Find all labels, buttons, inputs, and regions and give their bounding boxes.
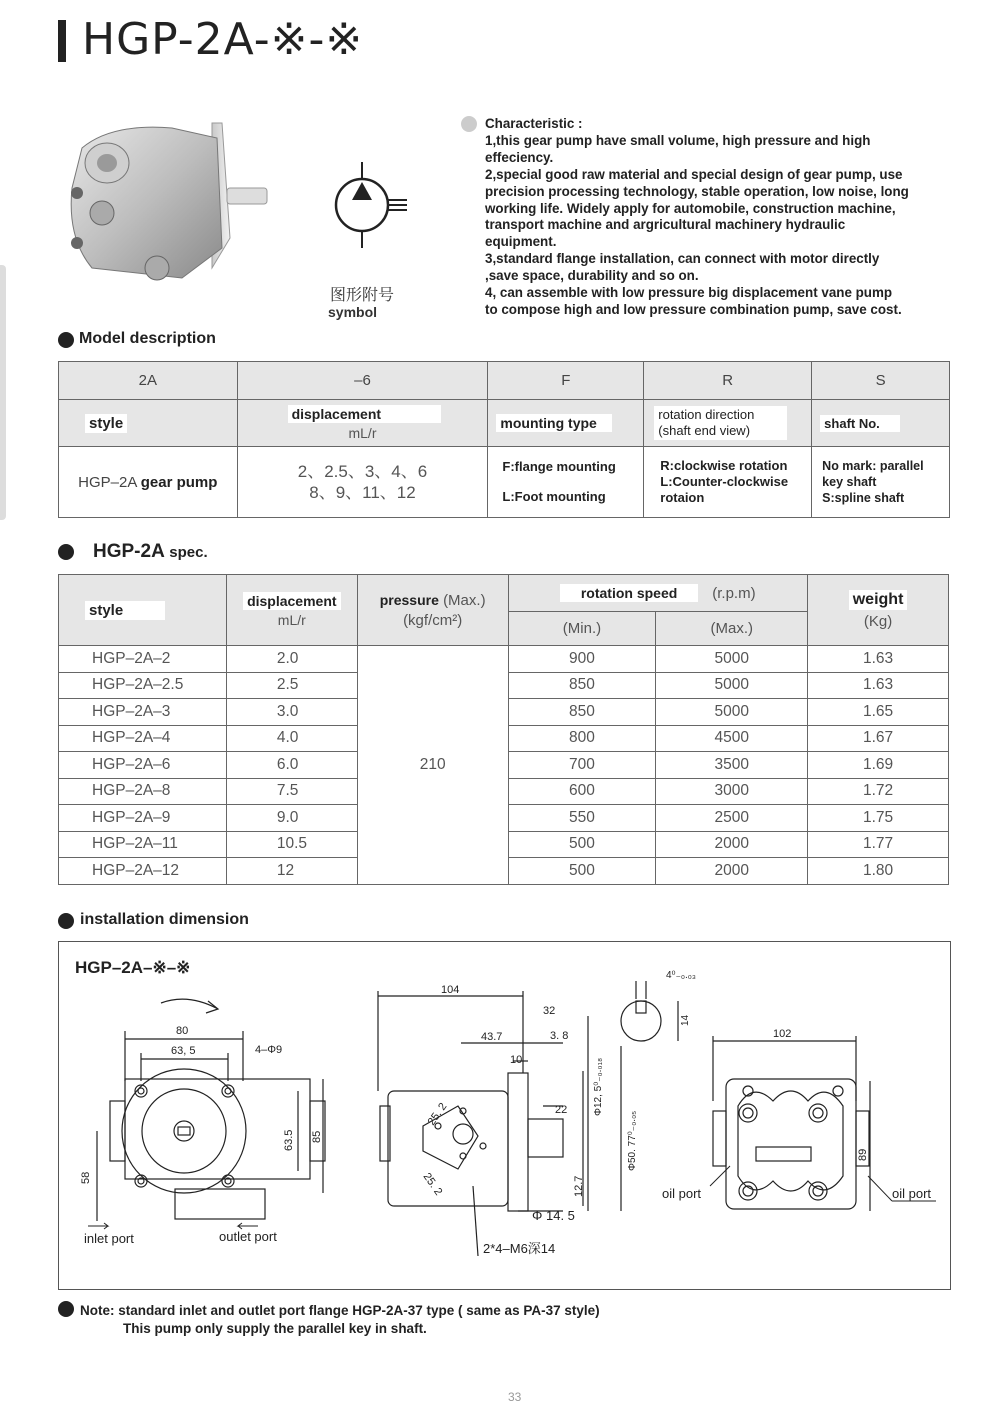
spec-min-speed: 800	[508, 725, 656, 752]
dim-43-7: 43.7	[481, 1031, 503, 1043]
char-line: ,save space, durability and so on.	[485, 268, 699, 284]
spec-max-speed: 3500	[656, 752, 808, 779]
dim-phi-14-5: Φ 14. 5	[532, 1208, 575, 1223]
char-line: Characteristic :	[485, 116, 583, 131]
spec-max-speed: 5000	[656, 699, 808, 726]
spec-displacement: 2.5	[226, 672, 357, 699]
installation-drawing	[58, 941, 949, 1288]
dim-key-14: 14	[680, 1014, 691, 1026]
spec-min-speed: 500	[508, 858, 656, 885]
dim-key-4: 4⁰₋₀.₀₃	[666, 970, 696, 981]
spec-weight: 1.63	[808, 646, 949, 673]
note-text: Note: standard inlet and outlet port flange HGP-2A-37 type ( same as PA-37 style) This pump only supply the parallel key in shaft.	[80, 1303, 600, 1336]
spec-max-speed: 5000	[656, 672, 808, 699]
pump-photo	[62, 118, 272, 293]
dim-holes: 4–Φ9	[255, 1044, 283, 1056]
symbol-label-cn: 图形附号	[330, 285, 395, 304]
header-max: (Max.)	[656, 612, 808, 646]
spec-max-speed: 2000	[656, 831, 808, 858]
model-description-table	[58, 361, 950, 518]
section-bullet	[58, 544, 74, 560]
dim-58: 58	[80, 1171, 92, 1184]
char-line: 2,special good raw material and special design of gear pump, use	[485, 166, 903, 182]
outlet-port-label: outlet port	[219, 1229, 277, 1244]
char-line: to compose high and low pressure combination pump, save cost.	[485, 301, 902, 317]
spec-weight: 1.67	[808, 725, 949, 752]
spec-min-speed: 850	[508, 699, 656, 726]
value-shaft: No mark: parallel key shaft S:spline shaft	[812, 447, 950, 518]
spec-model: HGP–2A–2	[59, 646, 227, 673]
installation-title: installation dimension	[80, 911, 249, 928]
key-detail	[621, 981, 678, 1041]
dim-12-7: 12.7	[573, 1175, 585, 1197]
spec-model: HGP–2A–9	[59, 805, 227, 832]
spec-max-speed: 2500	[656, 805, 808, 832]
side-scroll-tab	[0, 265, 6, 520]
spec-min-speed: 700	[508, 752, 656, 779]
dim-89: 89	[857, 1148, 869, 1161]
drawing-title: HGP–2A–※–※	[75, 958, 191, 977]
spec-weight: 1.72	[808, 778, 949, 805]
char-line: 3,standard flange installation, can connect with motor directly	[485, 251, 880, 267]
spec-weight: 1.75	[808, 805, 949, 832]
spec-pressure: 210	[357, 646, 508, 885]
spec-displacement: 10.5	[226, 831, 357, 858]
dim-25-2-bottom: 25. 2	[420, 1170, 445, 1198]
dim-32: 32	[543, 1005, 556, 1017]
dim-104: 104	[441, 984, 460, 996]
value-rotation: R:clockwise rotation L:Counter-clockwise rotaion	[644, 447, 812, 518]
spec-model: HGP–2A–6	[59, 752, 227, 779]
note-bullet	[58, 1301, 74, 1317]
spec-displacement: 9.0	[226, 805, 357, 832]
spec-weight: 1.65	[808, 699, 949, 726]
char-line: effeciency.	[485, 149, 554, 165]
symbol-label: symbol	[328, 304, 378, 320]
code-cell: 2A	[59, 362, 238, 400]
label-shaft: shaft No.	[812, 400, 950, 447]
spec-model: HGP–2A–4	[59, 725, 227, 752]
inlet-port-label: inlet port	[84, 1231, 134, 1246]
oil-port-left-label: oil port	[662, 1186, 702, 1201]
header-pressure: pressure (Max.) (kgf/cm²)	[357, 575, 508, 646]
spec-max-speed: 3000	[656, 778, 808, 805]
header-min: (Min.)	[508, 612, 656, 646]
code-cell: F	[488, 362, 644, 400]
page-number: 33	[508, 1390, 522, 1404]
char-line: precision processing technology, stable operation, low noise, long	[485, 183, 909, 199]
title-bar-accent	[58, 20, 66, 62]
characteristic-text	[485, 116, 960, 319]
spec-weight: 1.69	[808, 752, 949, 779]
dim-phi-12-5: Φ12, 5⁰₋₀.₀₁₈	[593, 1057, 604, 1116]
dim-63-5-vertical: 63.5	[283, 1129, 295, 1151]
char-line: working life. Widely apply for automobile, construction machine,	[485, 200, 896, 216]
dim-25-2-top: 25. 2	[425, 1100, 450, 1128]
rear-view	[713, 1036, 870, 1211]
page-title: HGP-2A-※-※	[82, 14, 364, 65]
characteristic-bullet	[461, 116, 477, 132]
dim-22: 22	[555, 1104, 568, 1116]
code-cell: –6	[237, 362, 488, 400]
spec-min-speed: 500	[508, 831, 656, 858]
model-description-title: Model description	[79, 330, 216, 347]
char-line: 4, can assemble with low pressure big displacement vane pump	[485, 285, 893, 301]
spec-model: HGP–2A–2.5	[59, 672, 227, 699]
spec-displacement: 12	[226, 858, 357, 885]
spec-model: HGP–2A–12	[59, 858, 227, 885]
spec-min-speed: 600	[508, 778, 656, 805]
spec-model: HGP–2A–8	[59, 778, 227, 805]
spec-weight: 1.80	[808, 858, 949, 885]
dim-102: 102	[773, 1028, 792, 1040]
section-bullet	[58, 913, 74, 929]
code-cell: S	[812, 362, 950, 400]
spec-model: HGP–2A–3	[59, 699, 227, 726]
label-mounting: mounting type	[488, 400, 644, 447]
value-style: HGP–2A gear pump	[59, 447, 238, 518]
dim-10: 10	[510, 1054, 523, 1066]
spec-min-speed: 850	[508, 672, 656, 699]
spec-displacement: 6.0	[226, 752, 357, 779]
dim-thread: 2*4–M6深14	[483, 1241, 556, 1256]
code-cell: R	[644, 362, 812, 400]
spec-displacement: 4.0	[226, 725, 357, 752]
dim-3-8: 3. 8	[550, 1030, 569, 1042]
spec-displacement: 2.0	[226, 646, 357, 673]
spec-displacement: 3.0	[226, 699, 357, 726]
header-displacement: displacement mL/r	[226, 575, 357, 646]
dim-85: 85	[311, 1130, 323, 1143]
spec-model: HGP–2A–11	[59, 831, 227, 858]
header-style: style	[59, 575, 227, 646]
char-line: 1,this gear pump have small volume, high pressure and high	[485, 132, 871, 148]
spec-weight: 1.77	[808, 831, 949, 858]
char-line: equipment.	[485, 234, 557, 250]
label-rotation: rotation direction (shaft end view)	[644, 400, 812, 447]
char-line: transport machine and argricultural machinery hydraulic	[485, 217, 846, 233]
front-view	[97, 999, 325, 1221]
spec-title: HGP-2A spec.	[93, 541, 208, 562]
header-weight: weight (Kg)	[808, 575, 949, 646]
dim-63-5: 63, 5	[171, 1045, 196, 1057]
value-mounting: F:flange mounting L:Foot mounting	[488, 447, 644, 518]
header-rotation: rotation speed (r.p.m)	[508, 575, 808, 612]
oil-port-right-label: oil port	[892, 1186, 932, 1201]
value-displacement: 2、2.5、3、4、6 8、9、11、12	[237, 447, 488, 518]
label-displacement: displacement mL/r	[237, 400, 488, 447]
dim-phi-50-77: Φ50. 77⁰₋₀.₀₅	[627, 1110, 638, 1171]
spec-max-speed: 2000	[656, 858, 808, 885]
spec-max-speed: 5000	[656, 646, 808, 673]
spec-min-speed: 900	[508, 646, 656, 673]
label-style: style	[59, 400, 238, 447]
spec-weight: 1.63	[808, 672, 949, 699]
section-bullet	[58, 332, 74, 348]
spec-row	[59, 646, 949, 673]
spec-min-speed: 550	[508, 805, 656, 832]
pump-hydraulic-symbol	[322, 160, 417, 250]
spec-table	[58, 574, 949, 885]
spec-max-speed: 4500	[656, 725, 808, 752]
spec-displacement: 7.5	[226, 778, 357, 805]
dim-80: 80	[176, 1025, 189, 1037]
